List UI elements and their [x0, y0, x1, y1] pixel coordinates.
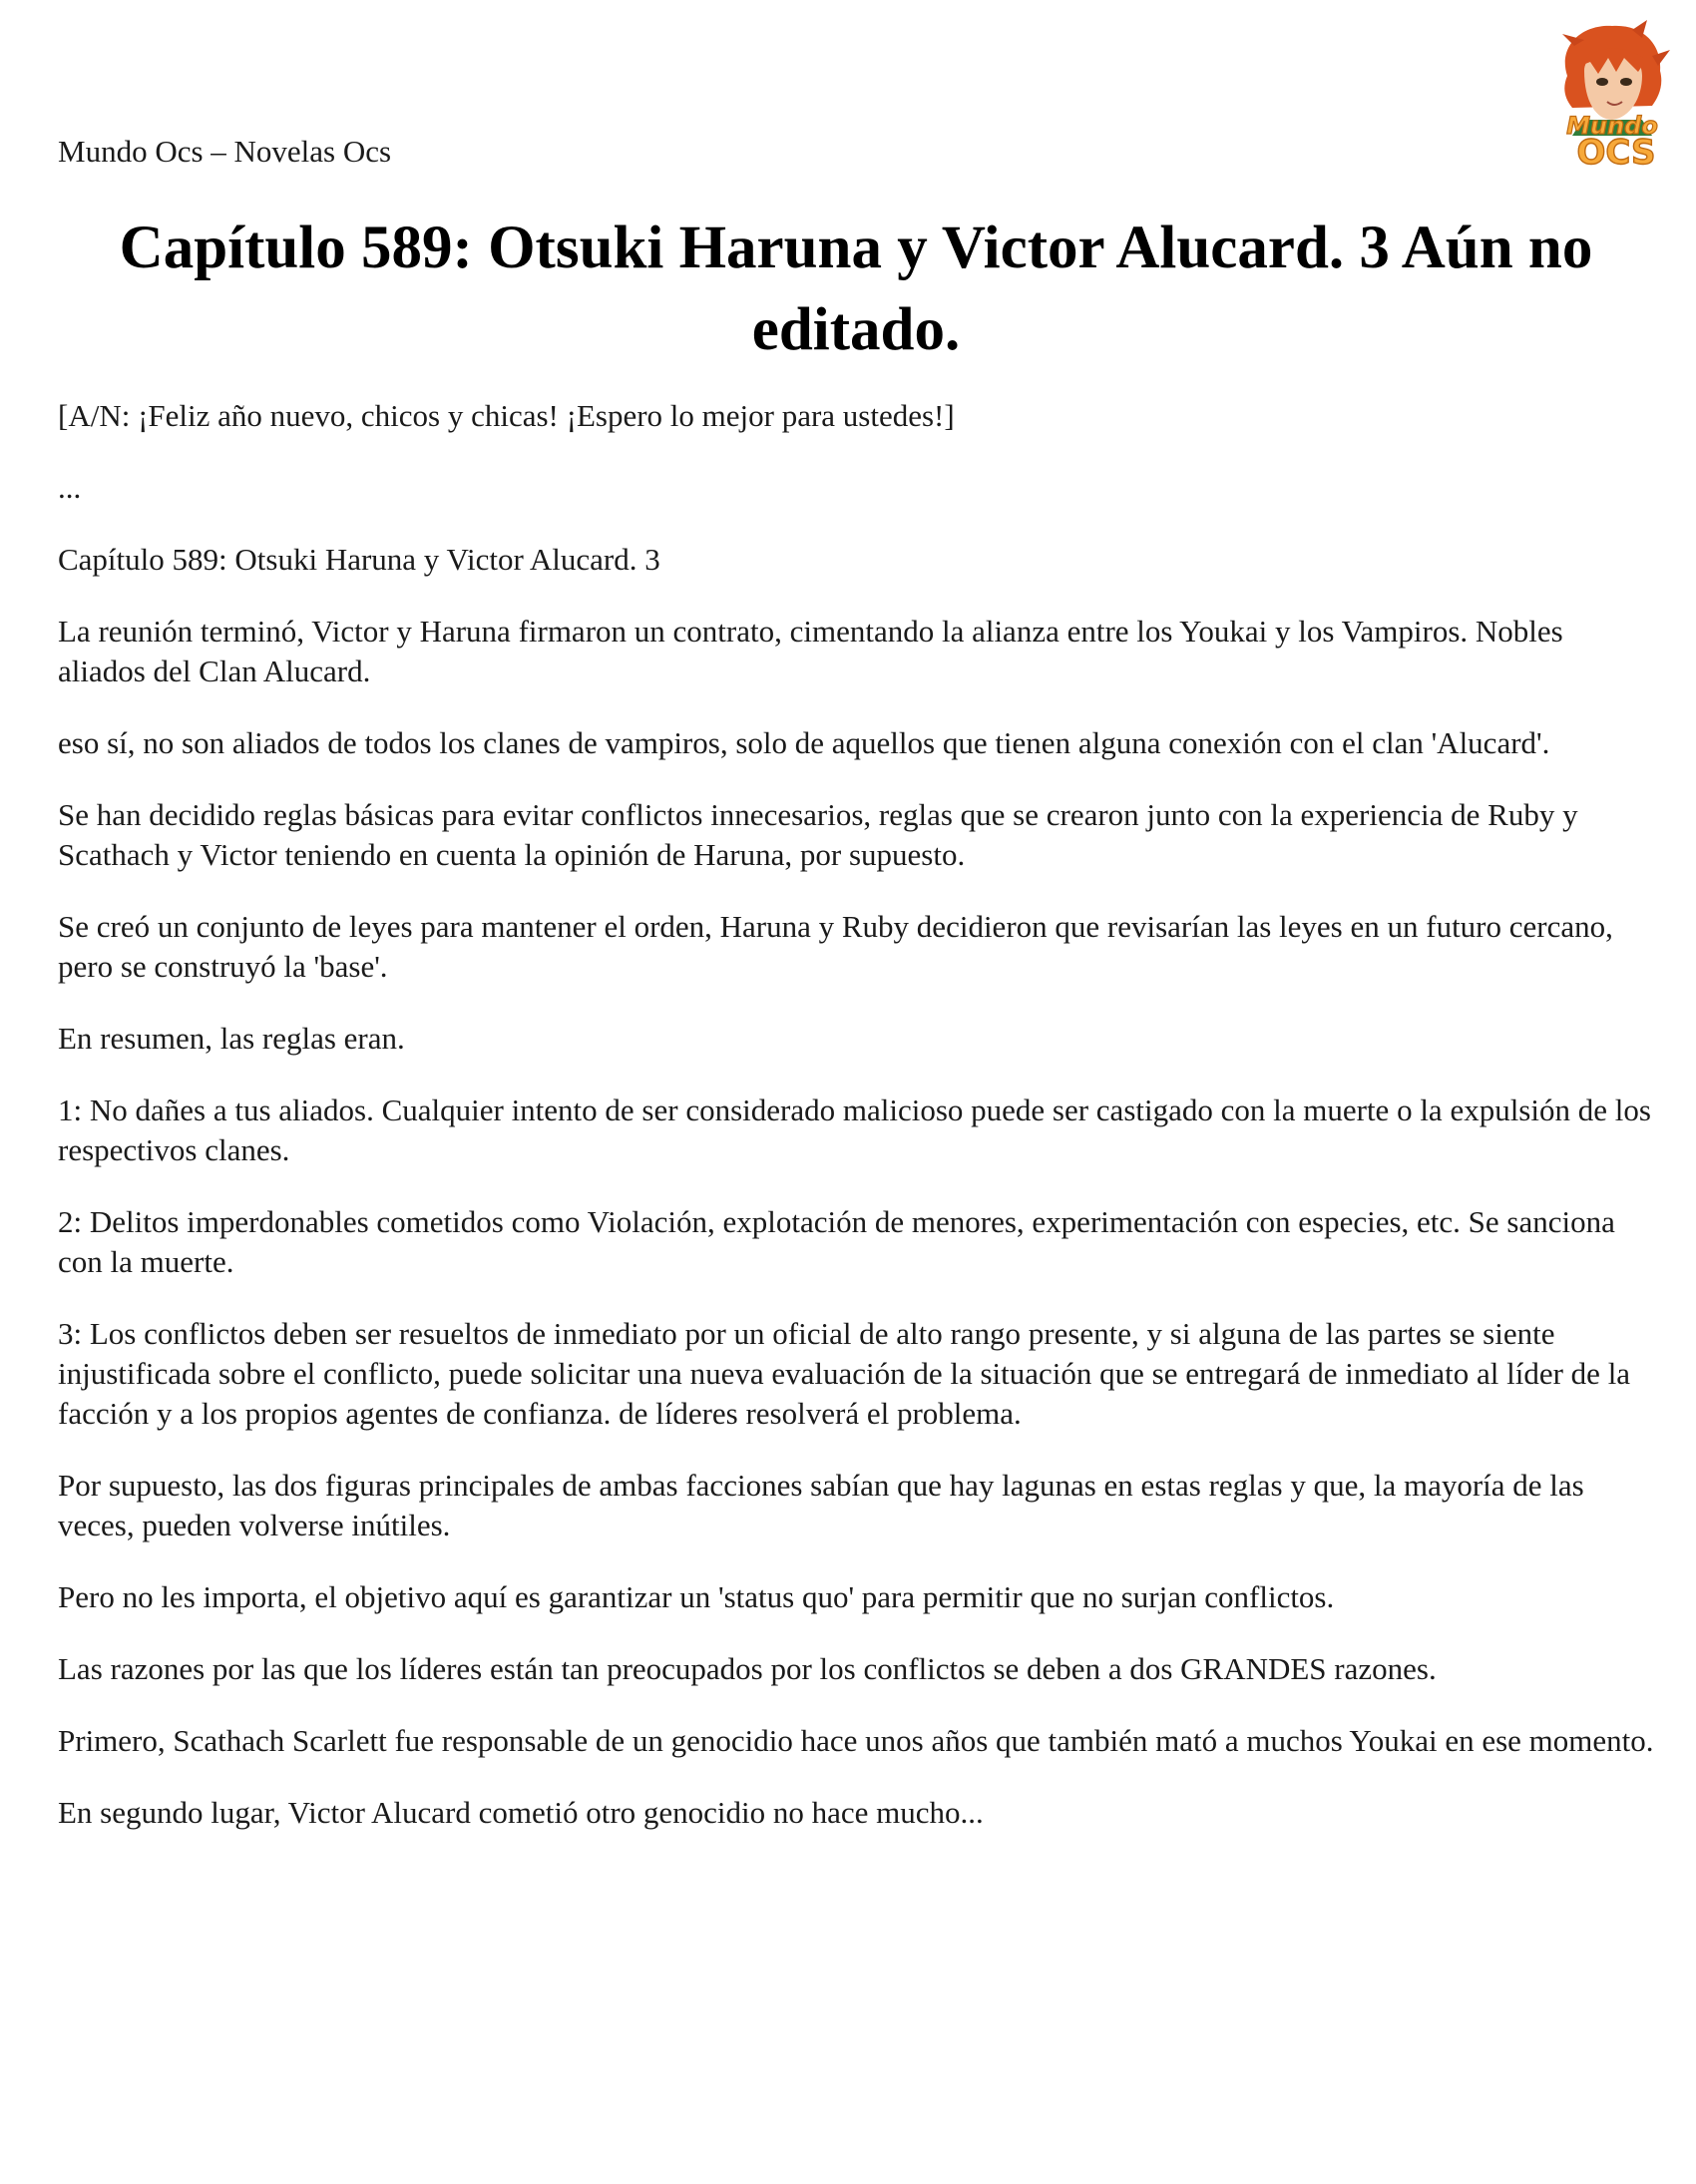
- paragraph: Primero, Scathach Scarlett fue responsable de un genocidio hace unos años que también mató a muchos Youkai en ese momento.: [58, 1723, 1654, 1758]
- chapter-body: [58, 396, 1654, 1865]
- rule-1: 1: No dañes a tus aliados. Cualquier intento de ser considerado malicioso puede ser castigado con la muerte o la expulsión de los respectivos clanes.: [58, 1092, 1651, 1167]
- rule-3: 3: Los conflictos deben ser resueltos de inmediato por un oficial de alto rango presente, y si alguna de las partes se siente injustificada sobre el conflicto, puede solicitar una nueva evaluación de la situación que se entregará de inmediato al líder de la facción y a los propios agentes de confianza. de líderes resolverá el problema.: [58, 1316, 1631, 1431]
- document-page: [58, 0, 1658, 2184]
- paragraph: Por supuesto, las dos figuras principales de ambas facciones sabían que hay lagunas en estas reglas y que, la mayoría de las veces, pueden volverse inútiles.: [58, 1468, 1584, 1542]
- chapter-title: Capítulo 589: Otsuki Haruna y Victor Alucard. 3 Aún no editado.: [119, 215, 1593, 363]
- paragraph: Las razones por las que los líderes están tan preocupados por los conflictos se deben a dos GRANDES razones.: [58, 1651, 1437, 1686]
- paragraph: eso sí, no son aliados de todos los clanes de vampiros, solo de aquellos que tienen alguna conexión con el clan 'Alucard'.: [58, 725, 1550, 760]
- paragraph: En resumen, las reglas eran.: [58, 1021, 405, 1056]
- svg-text:Mundo: Mundo: [1566, 112, 1658, 140]
- rule-2: 2: Delitos imperdonables cometidos como Violación, explotación de menores, experimentación con especies, etc. Se sanciona con la muerte.: [58, 1204, 1615, 1279]
- paragraph: En segundo lugar, Victor Alucard cometió otro genocidio no hace mucho...: [58, 1795, 984, 1830]
- mundo-ocs-logo: [1512, 16, 1696, 176]
- paragraph: Se han decidido reglas básicas para evitar conflictos innecesarios, reglas que se crearon junto con la experiencia de Ruby y Scathach y Victor teniendo en cuenta la opinión de Haruna, por supuesto.: [58, 797, 1578, 872]
- chapter-subheading: Capítulo 589: Otsuki Haruna y Victor Alucard. 3: [58, 542, 660, 577]
- svg-text:OCS: OCS: [1576, 133, 1656, 173]
- site-header-label: Mundo Ocs – Novelas Ocs: [58, 134, 392, 169]
- paragraph: Pero no les importa, el objetivo aquí es garantizar un 'status quo' para permitir que no surjan conflictos.: [58, 1579, 1335, 1614]
- paragraph: Se creó un conjunto de leyes para mantener el orden, Haruna y Ruby decidieron que revisarían las leyes en un futuro cercano, pero se construyó la 'base'.: [58, 909, 1613, 984]
- paragraph: La reunión terminó, Victor y Haruna firmaron un contrato, cimentando la alianza entre los Youkai y los Vampiros. Nobles aliados del Clan Alucard.: [58, 614, 1563, 688]
- ellipsis-separator: ...: [58, 470, 82, 505]
- author-note: [A/N: ¡Feliz año nuevo, chicos y chicas! ¡Espero lo mejor para ustedes!]: [58, 398, 955, 433]
